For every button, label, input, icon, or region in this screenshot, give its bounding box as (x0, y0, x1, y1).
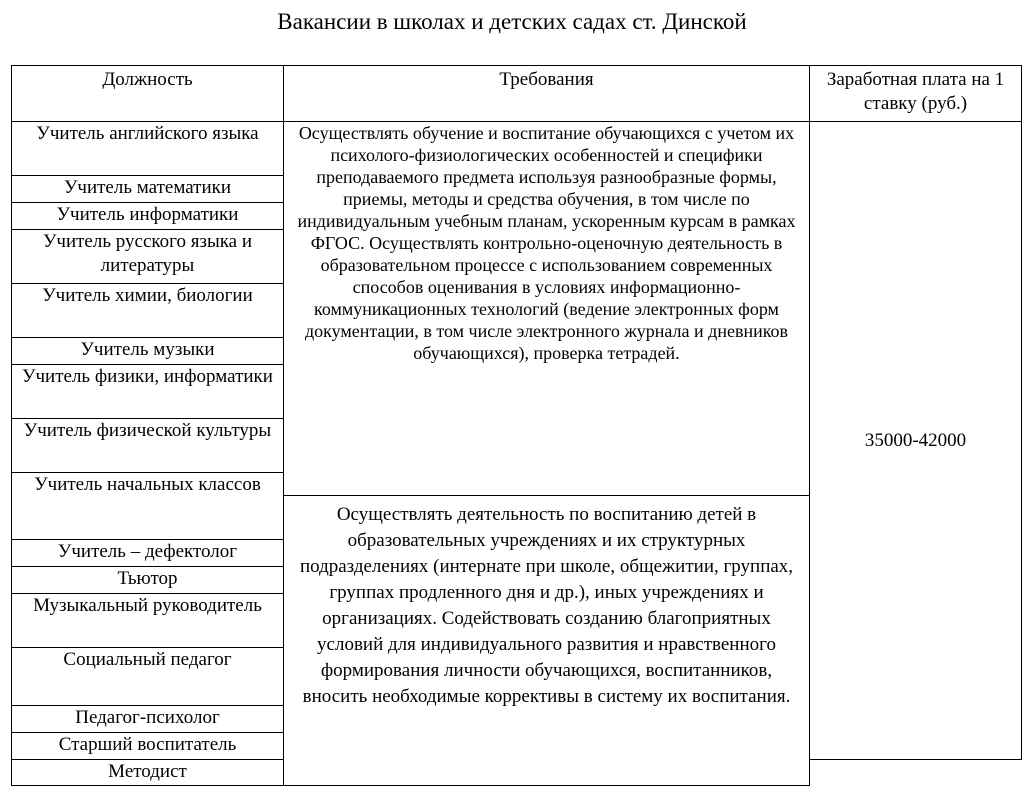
position-cell: Учитель математики (12, 176, 284, 203)
position-cell: Учитель информатики (12, 203, 284, 230)
position-cell: Социальный педагог (12, 648, 284, 706)
position-cell: Музыкальный руководитель (12, 594, 284, 648)
position-cell: Учитель физики, информатики (12, 365, 284, 419)
page-title: Вакансии в школах и детских садах ст. Динской (277, 9, 747, 34)
header-requirements: Требования (284, 66, 810, 122)
position-cell: Учитель – дефектолог (12, 540, 284, 567)
position-cell: Учитель английского языка (12, 122, 284, 176)
salary-cell: 35000-42000 (810, 122, 1022, 760)
requirements-specialists-cell: Осуществлять деятельность по воспитанию детей в образовательных учреждениях и их структурных подразделениях (интернате при школе, общежитии, группах, группах продленного дня и др.), иных учреждениях и организациях. Содействовать созданию благоприятных условий для индивидуального развития и нравственного формирования личности обучающихся, воспитанников, вносить необходимые коррективы в систему их воспитания. (284, 496, 810, 786)
requirements-teachers-cell: Осуществлять обучение и воспитание обучающихся с учетом их психолого-физиологических особенностей и специфики преподаваемого предмета используя разнообразные формы, приемы, методы и средства обучения, в том числе по индивидуальным учебным планам, ускоренным курсам в рамках ФГОС. Осуществлять контрольно-оценочную деятельность в образовательном процессе с использованием современных способов оценивания в условиях информационно-коммуникационных технологий (ведение электронных форм документации, в том числе электронного журнала и дневников обучающихся), проверка тетрадей. (284, 122, 810, 496)
vacancies-table (11, 65, 1022, 786)
position-cell: Учитель физической культуры (12, 419, 284, 473)
position-cell: Учитель химии, биологии (12, 284, 284, 338)
header-position: Должность (12, 66, 284, 122)
position-cell: Учитель русского языка и литературы (12, 230, 284, 284)
position-cell: Старший воспитатель (12, 733, 284, 760)
table-row (12, 122, 1022, 176)
table-header-row (12, 66, 1022, 122)
position-cell: Педагог-психолог (12, 706, 284, 733)
position-cell: Тьютор (12, 567, 284, 594)
position-cell: Методист (12, 760, 284, 786)
position-cell: Учитель начальных классов (12, 473, 284, 540)
position-cell: Учитель музыки (12, 338, 284, 365)
header-salary: Заработная плата на 1 ставку (руб.) (810, 66, 1022, 122)
